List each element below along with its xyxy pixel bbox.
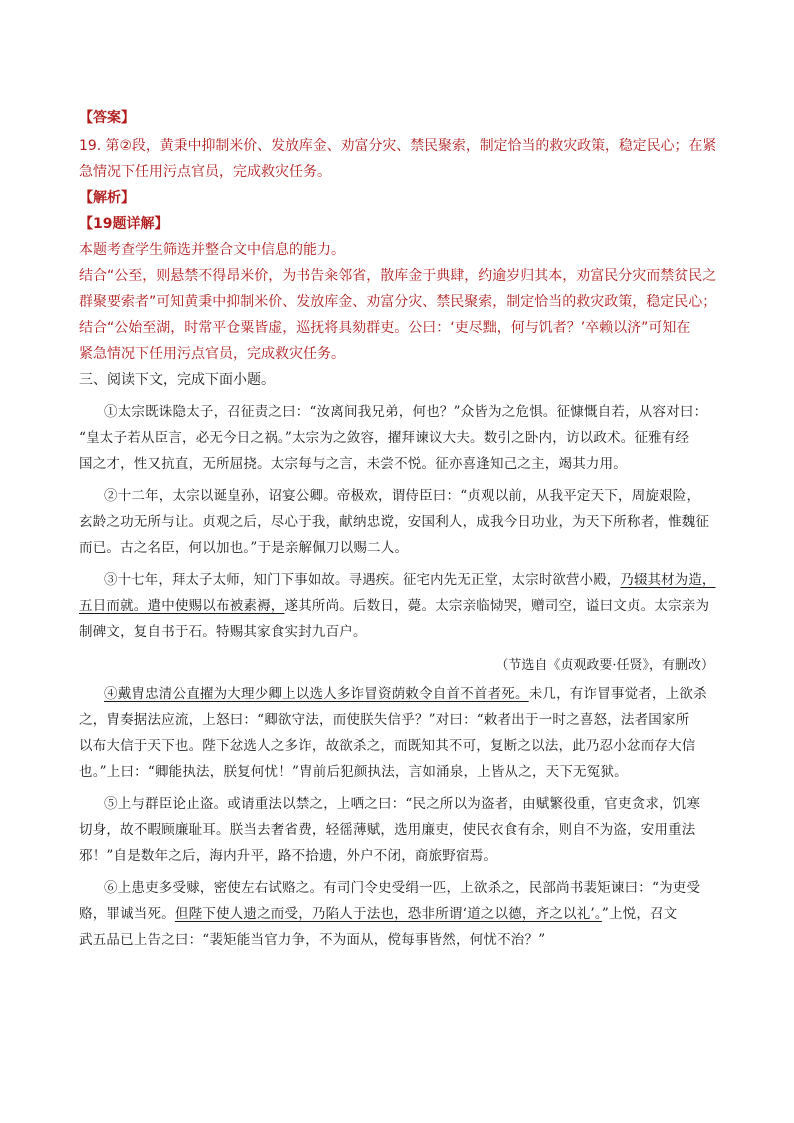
passage-p3-underlined: 乃辍其材为造，: [620, 572, 716, 588]
passage-p6-underlined: 但陛下使人遗之而受，乃陷人于法也，恐非所谓‘道之以德，齐之以礼’。: [174, 906, 602, 922]
passage-p6-line-2: [79, 904, 677, 924]
passage-p6-line-1: ⑥上患吏多受赇，密使左右试赂之。有司门令史受绢一匹，上欲杀之，民部尚书裴矩谏曰：“为吏受: [104, 880, 701, 896]
passage-p2-line-2: 玄龄之功无所与让。贞观之后，尽心于我，献纳忠谠，安国利人，成我今日功业，为天下所称者，惟魏征: [79, 514, 710, 530]
passage-p3-line-1: [104, 570, 716, 590]
passage-p6-text-2: ”上悦，召文: [601, 906, 678, 922]
passage-p1-line-3: 国之才，性又抗直，无所屈挠。太宗每与之言，未尝不悦。征亦喜逢知己之主，竭其力用。: [79, 456, 627, 472]
passage-p5-line-1: ⑤上与群臣论止盗。或请重法以禁之，上哂之曰：“民之所以为盗者，由赋繁役重，官吏贪求，饥寒: [104, 796, 701, 812]
passage-p3-line-2: [79, 596, 709, 616]
passage-p1-line-1: ①太宗既诛隐太子，召征责之曰：“汝离间我兄弟，何也？”众皆为之危惧。征慷慨自若，从容对曰：: [104, 404, 708, 420]
passage-p6-line-3: 武五品已上告之曰：“裴矩能当官力争，不为面从，傥每事皆然，何忧不治？”: [79, 932, 546, 948]
analysis-heading: 【解析】: [79, 190, 135, 206]
analysis-para-3a: 结合“公始至湖，时常平仓粟皆虚，巡抚将具劾群吏。公曰：‘吏尽黜，何与饥者？’卒赖以济”可知在: [79, 320, 691, 336]
passage-p4-underlined: ④戴胄忠清公直擢为大理少卿上以选人多诈冒资荫敕令自首不首者死。: [104, 686, 529, 702]
analysis-para-2a: 结合“公至，则悬禁不得昂米价，为书告籴邻省，散库金于典肆，约逾岁归其本，劝富民分灾而禁贫民之: [79, 268, 717, 284]
passage-p5-line-2: 切身，故不暇顾廉耻耳。朕当去奢省费，轻徭薄赋，选用廉吏，使民衣食有余，则自不为盗，安用重法: [79, 822, 696, 838]
passage-p4-line-3: 以布大信于天下也。陛下忿选人之多诈，故欲杀之，而既知其不可，复断之以法，此乃忍小忿而存大信: [79, 738, 696, 754]
passage-p4-text: 未几，有诈冒事觉者，上欲杀: [528, 686, 707, 702]
analysis-para-2b: 群聚要索者”可知黄秉中抑制米价、发放库金、劝富分灾、禁民聚索，制定恰当的救灾政策，稳定民心；: [79, 294, 717, 310]
passage-p4-line-2: 之，胄奏据法应流，上怒曰：“卿欲守法，而使朕失信乎？”对曰：“敕者出于一时之喜怒，法者国家所: [79, 712, 690, 728]
answer-heading: 【答案】: [79, 110, 135, 126]
passage-p4-line-4: 也。”上曰：“卿能执法，朕复何忧！”胄前后犯颜执法，言如涌泉，上皆从之，天下无冤狱。: [79, 764, 628, 780]
passage-p4-line-1: [104, 684, 707, 704]
passage-p6-text: 赂，罪诚当死。: [79, 906, 175, 922]
passage-p3-line-3: 制碑文，复自书于石。特赐其家食实封九百户。: [79, 624, 367, 640]
passage-p3-text-2: 遂其所尚。后数日，薨。太宗亲临恸哭，赠司空，谥曰文贞。太宗亲为: [284, 598, 710, 614]
section-3-heading: 三、阅读下文，完成下面小题。: [79, 372, 275, 388]
passage-p5-line-3: 邪！”自是数年之后，海内升平，路不拾遗，外户不闭，商旅野宿焉。: [79, 848, 498, 864]
answer-line-1: 19. 第②段，黄秉中抑制米价、发放库金、劝富分灾、禁民聚索，制定恰当的救灾政策，稳定民心；在紧: [79, 138, 717, 154]
analysis-para-3b: 紧急情况下任用污点官员，完成救灾任务。: [79, 346, 345, 362]
passage-source: （节选自《贞观政要·任贤》，有删改）: [495, 658, 714, 673]
analysis-subheading: 【19题详解】: [79, 216, 169, 232]
passage-p2-line-3: 而已。古之名臣，何以加也。”于是亲解佩刀以赐二人。: [79, 540, 409, 556]
answer-line-2: 急情况下任用污点官员，完成救灾任务。: [79, 164, 331, 180]
passage-p2-line-1: ②十二年，太宗以诞皇孙，诏宴公卿。帝极欢，谓侍臣曰：“贞观以前，从我平定天下，周旋艰险，: [104, 488, 701, 504]
analysis-para-1: 本题考查学生筛选并整合文中信息的能力。: [79, 242, 345, 258]
passage-p3-underlined-2: 五日而就。遣中使赐以布被素褥，: [79, 598, 285, 614]
passage-p1-line-2: “皇太子若从臣言，必无今日之祸。”太宗为之敛容，擢拜谏议大夫。数引之卧内，访以政术。征雅有经: [79, 430, 690, 446]
passage-p3-text: ③十七年，拜太子太师，知门下事如故。寻遇疾。征宅内先无正堂，太宗时欲营小殿，: [104, 572, 621, 588]
